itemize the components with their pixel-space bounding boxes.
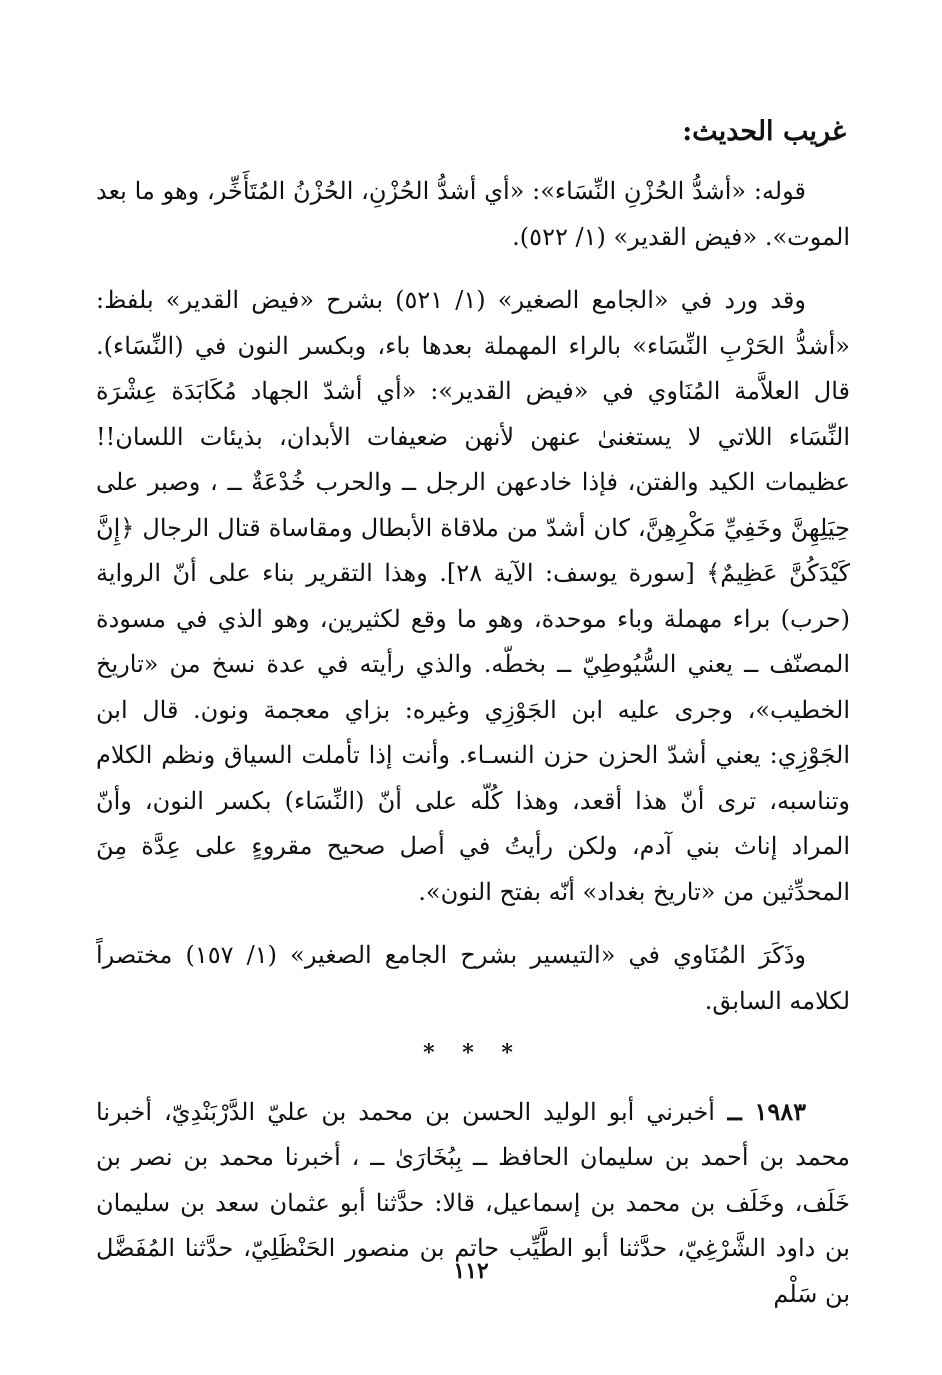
hadith-number: ١٩٨٣ [754, 1096, 806, 1126]
paragraph-citation: وذَكَرَ المُنَاوي في «التيسير بشرح الجامع الصغير» (١/ ١٥٧) مختصراً لكلامه السابق. [96, 941, 850, 1015]
hadith-dash: ــ [714, 1096, 755, 1126]
hadith-text: أخبرني أبو الوليد الحسن بن محمد بن عليّ الدَّرْبَنْدِيّ، أخبرنا محمد بن أحمد بن سليمان الحافظ ــ بِبُخَارَىٰ ــ ، أخبرنا محمد بن نصر بن خَلَف، وخَلَف بن محمد بن إسماعيل، قالا: حدَّثنا أبو عثمان سعد بن سليمان بن داود الشَّرْغِيّ، حدَّثنا أبو الطَّيِّب حاتم بن منصور الحَنْظَلِيّ، حدَّثنا المُفَضَّل بن سَلْم [96, 1097, 850, 1308]
paragraph-definition: قوله: «أشدُّ الحُزْنِ النِّسَاء»: «أي أشدُّ الحُزْنِ، الحُزْنُ المُتَأَخِّر، وهو ما بعد الموت». «فيض القدير» (١/ ٥٢٢). [96, 177, 850, 251]
section-separator: * * * [423, 1040, 523, 1067]
section-heading: غريب الحديث: [682, 116, 846, 147]
page-number: ١١٢ [453, 1258, 489, 1284]
paragraph-commentary: وقد ورد في «الجامع الصغير» (١/ ٥٢١) بشرح «فيض القدير» بلفظ: «أشدُّ الحَرْبِ النِّسَاء» بالراء المهملة بعدها باء، وبكسر النون في (النِّسَاء). قال العلاَّمة المُنَاوي في «فيض القدير»: «أي أشدّ الجهاد مُكَابَدَة عِشْرَة النِّسَاء اللاتي لا يستغنىٰ عنهن لأنهن ضعيفات الأبدان، بذيئات اللسان!! عظيمات الكيد والفتن، فإذا خادعهن الرجل ــ والحرب خُدْعَةٌ ــ ، وصبر على حِيَلِهِنَّ وخَفِيِّ مَكْرِهِنَّ، كان أشدّ من ملاقاة الأبطال ومقاساة قتال الرجال ﴿إِنَّ كَيْدَكُنَّ عَظِيمٌ﴾ [سورة يوسف: الآية ٢٨]. وهذا التقرير بناء على أنّ الرواية (حرب) براء مهملة وباء موحدة، وهو ما وقع لكثيرين، وهو الذي في مسودة المصنّف ــ يعني السُّيُوطِيّ ــ بخطّه. والذي رأيته في عدة نسخ من «تاريخ الخطيب»، وجرى عليه ابن الجَوْزِي وغيره: بزاي معجمة ونون. قال ابن الجَوْزِي: يعني أشدّ الحزن حزن النسـاء. وأنت إذا تأملت السياق ونظم الكلام وتناسبه، ترى أنّ هذا أقعد، وهذا كُلّه على أنّ (النِّسَاء) بكسر النون، وأنّ المراد إناث بني آدم، ولكن رأيتُ في أصل صحيح مقروءٍ على عِدَّة مِنَ المحدِّثين من «تاريخ بغداد» أنّه بفتح النون». [96, 286, 851, 906]
